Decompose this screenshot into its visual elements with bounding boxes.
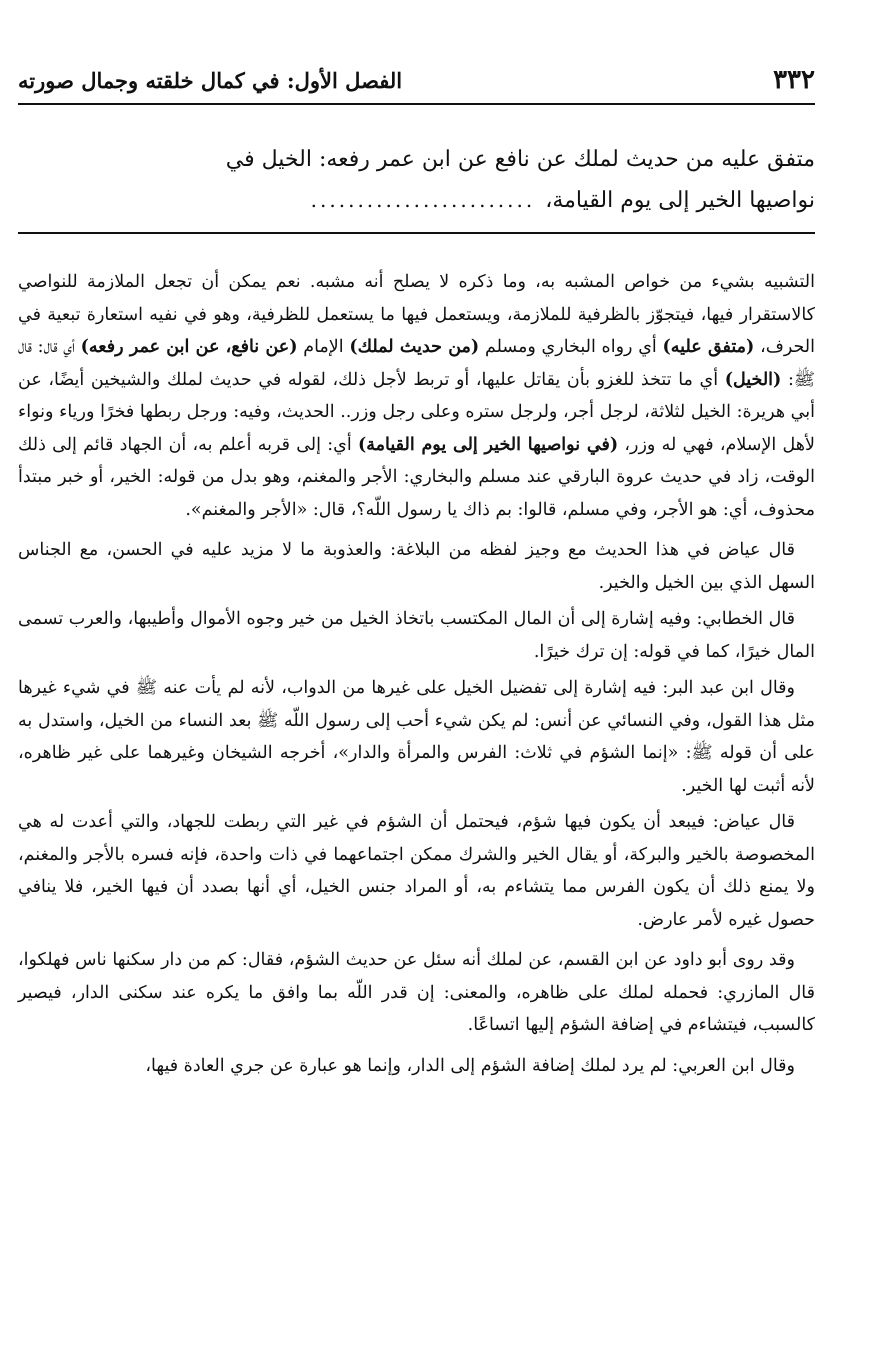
paragraph-5: قال عياض: فيبعد أن يكون فيها شؤم، فيحتمل أن الشؤم في غير التي ربطت للجهاد، والتي أعدت له هي المخصوصة بالخير والبركة، أو يقال الخير والشرك ممكن اجتماعهما في ذات واحدة، فإنه فسره بالأجر والمغنم، ولا يمنع ذلك أن يكون الفرس مما يتشاءم به، أو المراد جنس الخيل، أي أنها بصدد أن فيها الخير، فلا ينافي حصول غيره لأمر عارض. xyxy=(18,812,815,930)
running-header xyxy=(18,60,815,100)
p1-text-4: أي قال: قال ﷺ: xyxy=(18,337,815,390)
paragraph-4: وقال ابن عبد البر: فيه إشارة إلى تفضيل الخيل على غيرها من الدواب، لأنه لم يأت عنه ﷺ في شيء غيرها مثل هذا القول، وفي النسائي عن أنس: لم يكن شيء أحب إلى رسول اللّه ﷺ بعد النساء من الخيل، واستدل به على أن قوله ﷺ: «إنما الشؤم في ثلاث: الفرس والمرأة والدار»، أخرجه الشيخان وغيرهما على غير ظاهره، لأنه أثبت لها الخير. xyxy=(18,678,815,796)
paragraph-1 xyxy=(18,266,815,526)
matn-text xyxy=(18,140,815,221)
p1-text-3: الإمام xyxy=(297,337,350,357)
p1-text-5: أي ما تتخذ للغزو بأن يقاتل عليها، أو تربط لأجل ذلك، لقوله في حديث لملك والشيخين أيضًا، عن أبي هريرة: الخيل لثلاثة، لرجل أجر، ولرجل ستره وعلى رجل وزر.. الحديث، وفيه: ورجل ربطها فخرًا ورياء ونواء لأهل الإسلام، فهي له وزر، xyxy=(18,369,816,455)
page-number: ٣٣٢ xyxy=(773,65,815,95)
paragraph-2: قال عياض في هذا الحديث مع وجيز لفظه من البلاغة: والعذوبة ما لا مزيد عليه في الحسن، مع الجناس السهل الذي بين الخيل والخير. xyxy=(18,540,815,593)
matn-line-1: متفق عليه من حديث لملك عن نافع عن ابن عمر رفعه: الخيل في xyxy=(225,147,815,172)
p1-text-2: أي رواه البخاري ومسلم xyxy=(479,337,663,357)
paragraph-3: قال الخطابي: وفيه إشارة إلى أن المال المكتسب باتخاذ الخيل من خير وجوه الأموال وأطيبها، والعرب تسمى المال خيرًا، كما في قوله: إن ترك خيرًا. xyxy=(18,609,815,662)
paragraph-6: وقد روى أبو داود عن ابن القسم، عن لملك أنه سئل عن حديث الشؤم، فقال: كم من دار سكنها ناس فهلكوا، قال المازري: فحمله لملك على ظاهره، والمعنى: إن قدر اللّه بما وافق ما يكره عند سكنى الدار، فيصير كالسبب، فيتشاءم في إضافة الشؤم إليها اتساعًا. xyxy=(18,950,815,1035)
chapter-title: الفصل الأول: في كمال خلقته وجمال صورته xyxy=(18,67,403,93)
header-rule xyxy=(18,103,815,105)
p1-text-6: أي: إلى قربه أعلم به، أن الجهاد قائم إلى ذلك الوقت، زاد في حديث عروة البارقي عند مسلم والبخاري: الأجر والمغنم، وهو بدل من قوله: الخير، أو خبر مبتدأ محذوف، أي: هو الأجر، وفي مسلم، قالوا: بم ذاك يا رسول اللّه؟، قال: «الأجر والمغنم». xyxy=(18,434,815,520)
p1-bold-2: (من حديث لملك) xyxy=(349,337,480,357)
matn-dots: ........................ xyxy=(310,188,536,212)
matn-rule xyxy=(18,232,815,234)
p1-bold-3: (عن نافع، عن ابن عمر رفعه) xyxy=(80,337,298,357)
matn-line-2-text: نواصيها الخير إلى يوم القيامة، xyxy=(545,188,815,213)
p1-bold-4: (الخيل) xyxy=(724,369,782,390)
commentary-text xyxy=(18,266,815,1086)
matn-line-2 xyxy=(18,180,815,221)
p1-bold-5: (في نواصيها الخير إلى يوم القيامة) xyxy=(357,434,619,455)
p1-bold-1: (متفق عليه) xyxy=(662,337,755,357)
p1-text-1: التشبيه بشيء من خواص المشبه به، وما ذكره لا يصلح أنه مشبه. نعم يمكن أن تجعل الملازمة للنواصي كالاستقرار فيها، فيتجوّز بالظرفية للملازمة، ويستعمل فيها ما يستعمل للظرفية، وهو في نفيه استعارة تبعية في الحرف، xyxy=(18,272,815,357)
paragraph-7: وقال ابن العربي: لم يرد لملك إضافة الشؤم إلى الدار، وإنما هو عبارة عن جري العادة فيها، xyxy=(145,1055,795,1076)
